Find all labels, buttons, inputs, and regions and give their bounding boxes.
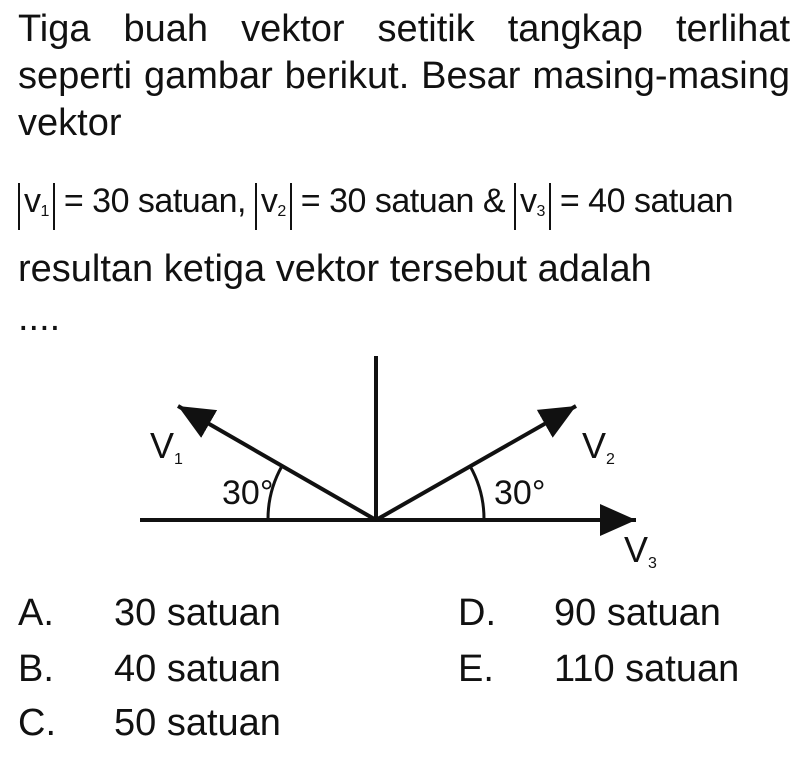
v3-abs: $v_3$ bbox=[514, 183, 551, 230]
vector-v2-arrow bbox=[376, 406, 576, 520]
angle-label-left: 30° bbox=[222, 474, 274, 512]
ellipsis: .... bbox=[18, 297, 61, 339]
v1-label: V1 bbox=[150, 425, 183, 468]
vector-v1-arrow bbox=[178, 406, 376, 520]
v2-abs: $v_2$ bbox=[255, 183, 292, 230]
v2-label: V2 bbox=[582, 425, 615, 468]
option-e[interactable]: E. 110 satuan bbox=[458, 648, 740, 690]
vector-magnitudes bbox=[18, 178, 790, 230]
v2-value: = 30 satuan & bbox=[300, 182, 506, 220]
v3-value: = 40 satuan bbox=[559, 182, 734, 220]
angle-label-right: 30° bbox=[494, 474, 546, 512]
v3-label: V3 bbox=[624, 529, 657, 572]
vector-diagram bbox=[0, 340, 810, 580]
question-text-2: resultan ketiga vektor tersebut adalah bbox=[18, 248, 652, 290]
v1-abs: $v_1$ bbox=[18, 183, 55, 230]
question-text: Tiga buah vektor setitik tangkap terlihat seperti gambar berikut. Besar masing-masing vektor bbox=[18, 8, 790, 144]
v1-value: = 30 satuan, bbox=[63, 182, 246, 220]
option-c[interactable]: C. 50 satuan bbox=[18, 702, 281, 744]
option-a[interactable]: A. 30 satuan bbox=[18, 592, 281, 634]
option-b[interactable]: B. 40 satuan bbox=[18, 648, 281, 690]
option-d[interactable]: D. 90 satuan bbox=[458, 592, 721, 634]
angle-arc-right bbox=[470, 466, 484, 520]
